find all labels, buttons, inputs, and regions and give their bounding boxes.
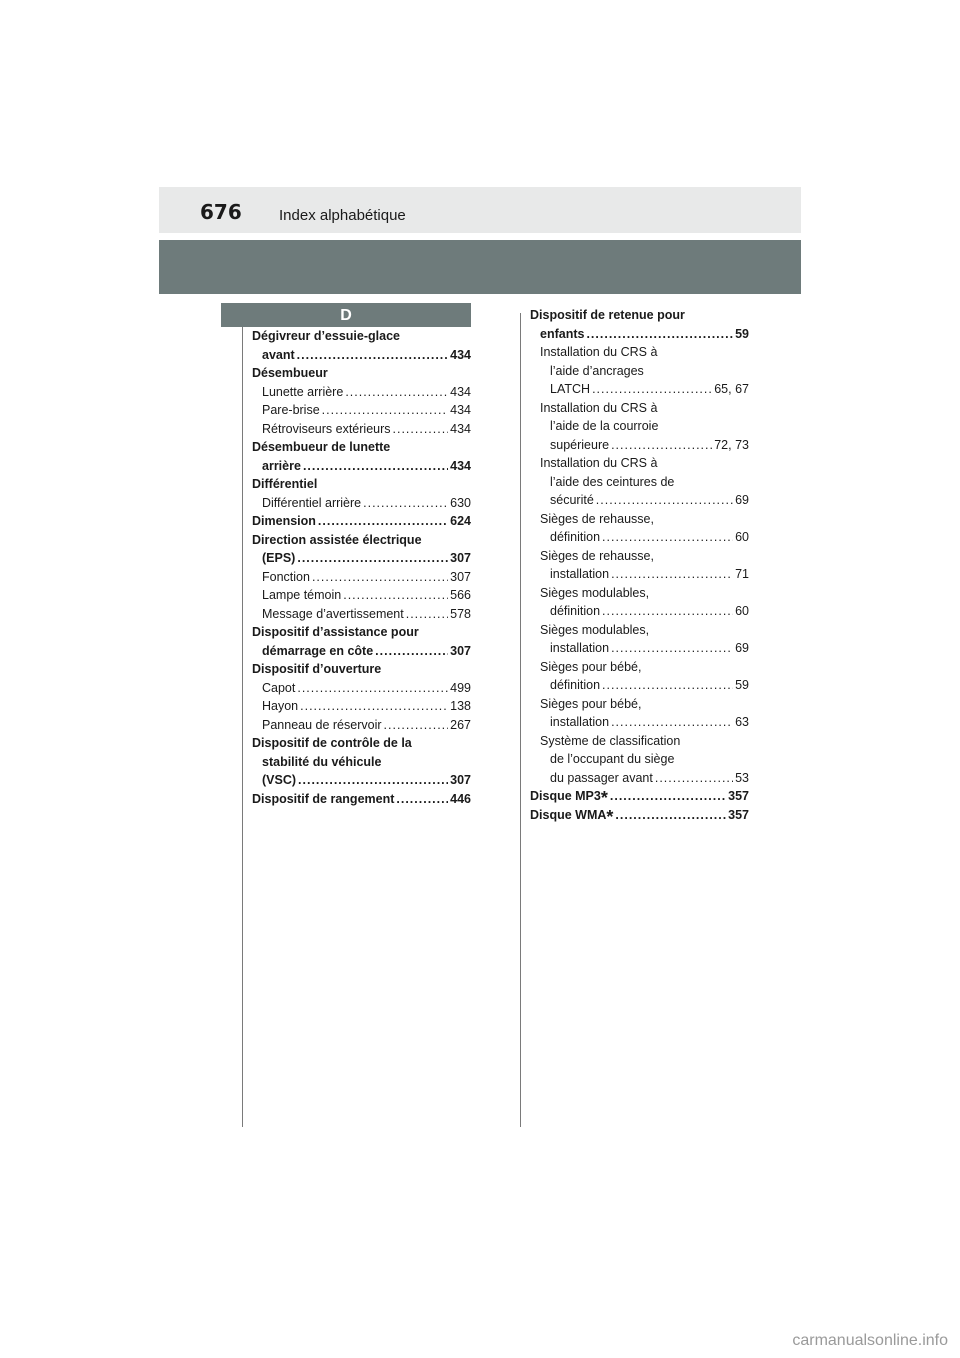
index-entry <box>252 753 471 772</box>
index-term: Message d’avertissement <box>262 606 404 621</box>
index-entry <box>530 732 749 751</box>
index-term: Hayon <box>262 699 299 713</box>
index-entry <box>530 325 749 344</box>
dot-leader <box>375 642 448 661</box>
index-term: Différentiel arrière <box>262 495 362 510</box>
index-term: Différentiel <box>252 477 318 491</box>
index-term: l’aide de la courroie <box>550 419 659 433</box>
index-entry <box>252 327 471 346</box>
index-entry <box>530 399 749 418</box>
page-reference: 434 <box>450 458 471 473</box>
index-entry <box>252 586 471 605</box>
index-entry <box>530 584 749 603</box>
index-term: sécurité <box>550 493 594 507</box>
dot-leader <box>396 790 448 809</box>
index-entry <box>252 383 471 402</box>
dot-leader <box>312 568 448 587</box>
asterisk-mark: * <box>606 806 614 827</box>
index-term: Dispositif d’assistance pour <box>252 625 419 639</box>
dot-leader <box>297 549 448 568</box>
page-reference: 434 <box>450 384 471 399</box>
index-entry <box>530 417 749 436</box>
index-entry <box>530 713 749 732</box>
index-entry <box>252 642 471 661</box>
index-term: du passager avant <box>550 770 653 785</box>
page-reference: 357 <box>728 807 749 822</box>
page-reference: 307 <box>450 551 471 565</box>
dot-leader <box>611 713 733 732</box>
index-term: Désembueur de lunette <box>252 440 391 454</box>
index-term: Sièges pour bébé, <box>540 659 642 674</box>
index-entry <box>252 549 471 568</box>
page-reference: 59 <box>735 678 749 692</box>
index-entry <box>252 512 471 531</box>
page-reference: 138 <box>450 699 471 713</box>
dot-leader <box>611 565 733 584</box>
dot-leader <box>611 639 733 658</box>
page-reference: 578 <box>450 606 471 621</box>
index-term: arrière <box>262 458 301 473</box>
index-entry <box>530 547 749 566</box>
page-reference: 59 <box>735 326 749 341</box>
page-reference: 65, 67 <box>714 382 749 396</box>
index-entry <box>530 380 749 399</box>
index-term: Sièges de rehausse, <box>540 511 654 526</box>
section-title: Index alphabétique <box>279 207 406 224</box>
page-number: 676 <box>200 200 242 224</box>
page-reference: 630 <box>450 495 471 510</box>
index-entry <box>530 806 749 825</box>
index-term: Rétroviseurs extérieurs <box>262 421 391 436</box>
watermark: carmanualsonline.info <box>792 1332 948 1349</box>
index-entry <box>252 679 471 698</box>
page-reference: 434 <box>450 347 471 362</box>
header-bar <box>159 187 801 233</box>
header-band <box>159 240 801 294</box>
index-entry <box>252 475 471 494</box>
index-entry <box>252 697 471 716</box>
dot-leader <box>300 697 448 716</box>
page-reference: 63 <box>735 715 749 729</box>
index-entry <box>252 457 471 476</box>
index-term: Capot <box>262 680 296 695</box>
index-entry <box>252 494 471 513</box>
dot-leader <box>406 605 448 624</box>
dot-leader <box>297 679 448 698</box>
index-letter-heading: D <box>221 303 471 327</box>
index-entry <box>530 787 749 806</box>
index-term: définition <box>550 530 601 544</box>
index-entry <box>252 364 471 383</box>
index-term: l’aide d’ancrages <box>550 363 644 378</box>
index-term: Disque WMA* <box>530 806 614 827</box>
index-entry <box>252 346 471 365</box>
dot-leader <box>384 716 449 735</box>
index-term: Système de classification <box>540 733 681 748</box>
index-entry <box>252 401 471 420</box>
page-reference: 307 <box>450 773 471 787</box>
page-reference: 267 <box>450 717 471 732</box>
dot-leader <box>596 491 733 510</box>
index-term: Sièges pour bébé, <box>540 696 642 711</box>
index-term: Lampe témoin <box>262 588 342 602</box>
index-term: enfants <box>540 326 585 341</box>
dot-leader <box>602 676 733 695</box>
index-term: Fonction <box>262 569 310 584</box>
index-term: Dispositif de retenue pour <box>530 308 685 322</box>
dot-leader <box>610 787 726 806</box>
index-term: Installation du CRS à <box>540 400 658 415</box>
index-term: l’aide des ceintures de <box>550 474 675 489</box>
index-entry <box>252 771 471 790</box>
index-entry <box>530 343 749 362</box>
page-reference: 434 <box>450 403 471 417</box>
page-reference: 307 <box>450 643 471 658</box>
index-entry <box>252 734 471 753</box>
page-reference: 566 <box>450 588 471 602</box>
index-entry <box>530 528 749 547</box>
index-entry <box>252 531 471 550</box>
index-term: Dispositif d’ouverture <box>252 662 382 676</box>
index-term: Dégivreur d’essuie-glace <box>252 329 400 343</box>
asterisk-mark: * <box>600 788 608 808</box>
index-entry <box>530 565 749 584</box>
index-entry <box>530 750 749 769</box>
page-reference: 434 <box>450 421 471 436</box>
index-entry <box>252 660 471 679</box>
index-entry <box>530 491 749 510</box>
index-term: Dispositif de rangement <box>252 791 395 806</box>
index-entry <box>530 695 749 714</box>
index-entry <box>252 716 471 735</box>
index-term: (VSC) <box>262 773 297 787</box>
index-term: Panneau de réservoir <box>262 717 382 732</box>
index-term: démarrage en côte <box>262 643 374 658</box>
index-term: de l’occupant du siège <box>550 752 675 766</box>
index-term: définition <box>550 678 601 692</box>
dot-leader <box>298 771 448 790</box>
dot-leader <box>615 806 726 825</box>
index-entry <box>530 306 749 325</box>
index-term: stabilité du véhicule <box>262 754 382 769</box>
index-term: Direction assistée électrique <box>252 532 422 547</box>
page-reference: 60 <box>735 604 749 618</box>
index-term: Disque MP3* <box>530 788 608 808</box>
page-reference: 72, 73 <box>714 437 749 452</box>
index-term: installation <box>550 641 610 655</box>
index-left-column <box>252 327 471 808</box>
index-term: (EPS) <box>262 551 296 565</box>
index-entry <box>530 436 749 455</box>
page-reference: 69 <box>735 493 749 507</box>
dot-leader <box>363 494 448 513</box>
index-entry <box>252 605 471 624</box>
dot-leader <box>393 420 449 439</box>
index-entry <box>530 658 749 677</box>
dot-leader <box>322 401 448 420</box>
index-term: supérieure <box>550 437 610 452</box>
index-entry <box>530 621 749 640</box>
index-term: Lunette arrière <box>262 384 344 399</box>
dot-leader <box>345 383 448 402</box>
page-reference: 446 <box>450 791 471 806</box>
index-entry <box>530 602 749 621</box>
page-reference: 624 <box>450 514 471 528</box>
index-entry <box>530 510 749 529</box>
dot-leader <box>592 380 712 399</box>
index-entry <box>252 790 471 809</box>
index-term: Sièges de rehausse, <box>540 548 654 563</box>
left-column-rule <box>242 327 243 1127</box>
index-term: Installation du CRS à <box>540 345 658 359</box>
index-entry <box>530 473 749 492</box>
index-term: définition <box>550 604 601 618</box>
page-reference: 53 <box>735 770 749 785</box>
index-right-column <box>530 306 749 827</box>
index-term: LATCH <box>550 382 591 396</box>
index-entry <box>530 454 749 473</box>
index-entry <box>252 438 471 457</box>
index-term: avant <box>262 347 295 362</box>
index-term: installation <box>550 567 610 581</box>
index-term: Désembueur <box>252 366 328 380</box>
index-term: Sièges modulables, <box>540 622 650 637</box>
index-entry <box>252 568 471 587</box>
dot-leader <box>655 769 733 788</box>
dot-leader <box>297 346 448 365</box>
dot-leader <box>343 586 448 605</box>
index-entry <box>530 639 749 658</box>
index-entry <box>252 623 471 642</box>
index-entry <box>530 362 749 381</box>
right-column-rule <box>520 313 521 1127</box>
page-reference: 60 <box>735 530 749 544</box>
dot-leader <box>303 457 448 476</box>
index-term: Dimension <box>252 514 316 528</box>
dot-leader <box>586 325 733 344</box>
dot-leader <box>602 528 733 547</box>
dot-leader <box>602 602 733 621</box>
index-term: installation <box>550 715 610 729</box>
index-term: Dispositif de contrôle de la <box>252 736 412 750</box>
page-reference: 71 <box>735 567 749 581</box>
index-term: Sièges modulables, <box>540 585 650 600</box>
index-entry <box>530 676 749 695</box>
page-reference: 307 <box>450 569 471 584</box>
index-term: Pare-brise <box>262 403 320 417</box>
page-reference: 357 <box>728 789 749 803</box>
index-entry <box>530 769 749 788</box>
index-entry <box>252 420 471 439</box>
page-reference: 499 <box>450 680 471 695</box>
page-reference: 69 <box>735 641 749 655</box>
dot-leader <box>611 436 712 455</box>
index-term: Installation du CRS à <box>540 456 658 470</box>
dot-leader <box>318 512 448 531</box>
